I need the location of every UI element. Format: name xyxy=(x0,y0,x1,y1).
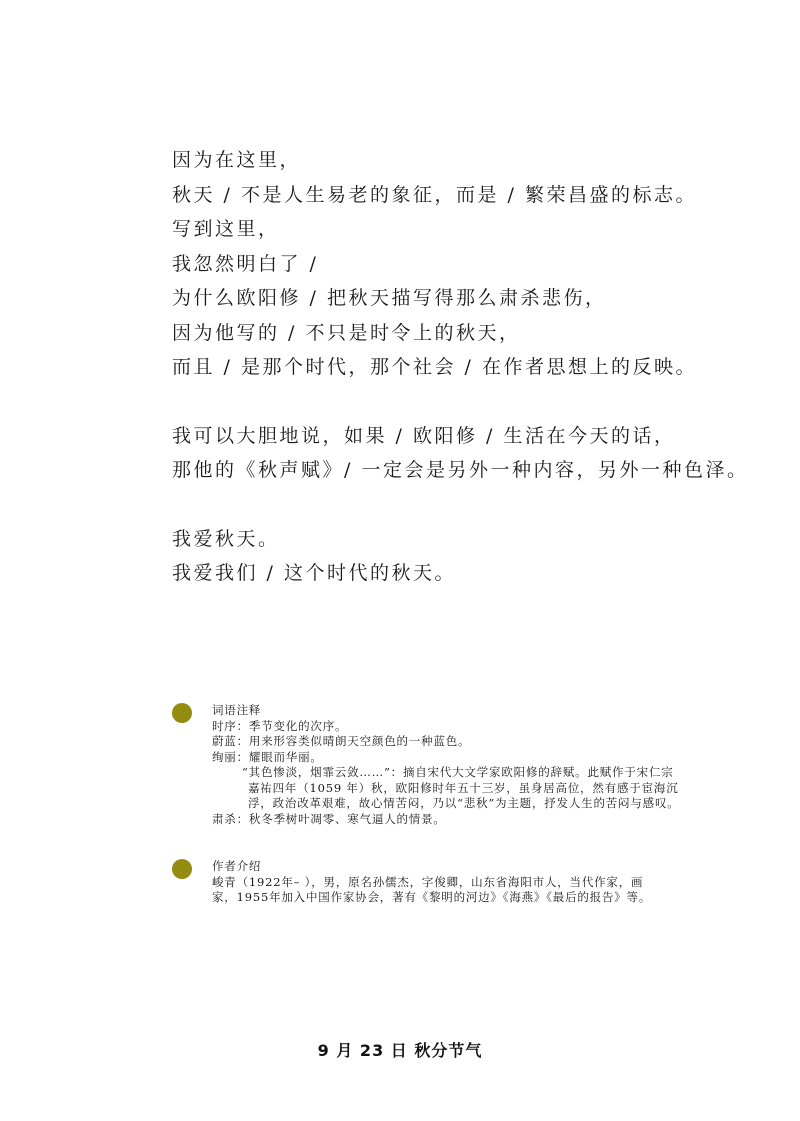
poem xyxy=(172,143,772,625)
glossary-item: 时序：季节变化的次序。 xyxy=(212,718,348,733)
bullet-dot-icon xyxy=(172,703,192,723)
poem-line: 而且 / 是那个时代，那个社会 / 在作者思想上的反映。 xyxy=(172,356,697,378)
glossary-title: 词语注释 xyxy=(212,703,262,717)
poem-line: 我爱秋天。 xyxy=(172,527,280,550)
poem-stanza-1 xyxy=(172,143,772,385)
poem-line: 我爱我们 / 这个时代的秋天。 xyxy=(172,562,456,584)
glossary-item: 肃杀：秋冬季树叶凋零、寒气逼人的情景。 xyxy=(212,811,446,826)
author-block xyxy=(172,859,672,906)
glossary-item: 蔚蓝：用来形容类似晴朗天空颜色的一种蓝色。 xyxy=(212,734,471,748)
poem-stanza-2 xyxy=(172,419,772,488)
poem-line: 我可以大胆地说，如果 / 欧阳修 / 生活在今天的话， xyxy=(172,424,676,447)
poem-line: 因为在这里， xyxy=(172,149,302,171)
poem-stanza-3 xyxy=(172,522,772,591)
poem-line: 因为他写的 / 不只是时令上的秋天， xyxy=(172,321,521,344)
page-footer-date: 9 月 23 日 秋分节气 xyxy=(317,1041,483,1060)
glossary-item: 绚丽：耀眼而华丽。 xyxy=(212,749,323,764)
notes-section xyxy=(172,703,680,938)
poem-line: 写到这里， xyxy=(172,218,280,240)
poem-line: 秋天 / 不是人生易老的象征，而是 / 繁荣昌盛的标志。 xyxy=(172,183,697,206)
glossary-block xyxy=(172,703,680,827)
author-text: 峻青（1922年– ），男，原名孙儒杰，字俊卿，山东省海阳市人，当代作家，画家，1955年加入中国作家协会，著有《黎明的河边》《海燕》《最后的报告》等。 xyxy=(212,874,652,904)
author-title: 作者介绍 xyxy=(212,859,262,873)
poem-line: 为什么欧阳修 / 把秋天描写得那么肃杀悲伤， xyxy=(172,287,607,309)
glossary-item: “其色惨淡，烟霏云敛……”：摘自宋代大文学家欧阳修的辞赋。此赋作于宋仁宗嘉祐四年（1059 年）秋，欧阳修时年五十三岁，虽身居高位，然有感于宦海沉浮，政治改革艰难，故心情苦闷，乃以“悲秋”为主题，抒发人生的苦闷与感叹。 xyxy=(242,765,680,810)
bullet-dot-icon xyxy=(172,859,192,879)
poem-line: 那他的《秋声赋》/ 一定会是另外一种内容，另外一种色泽。 xyxy=(172,459,749,481)
poem-line: 我忽然明白了 / xyxy=(172,252,319,275)
